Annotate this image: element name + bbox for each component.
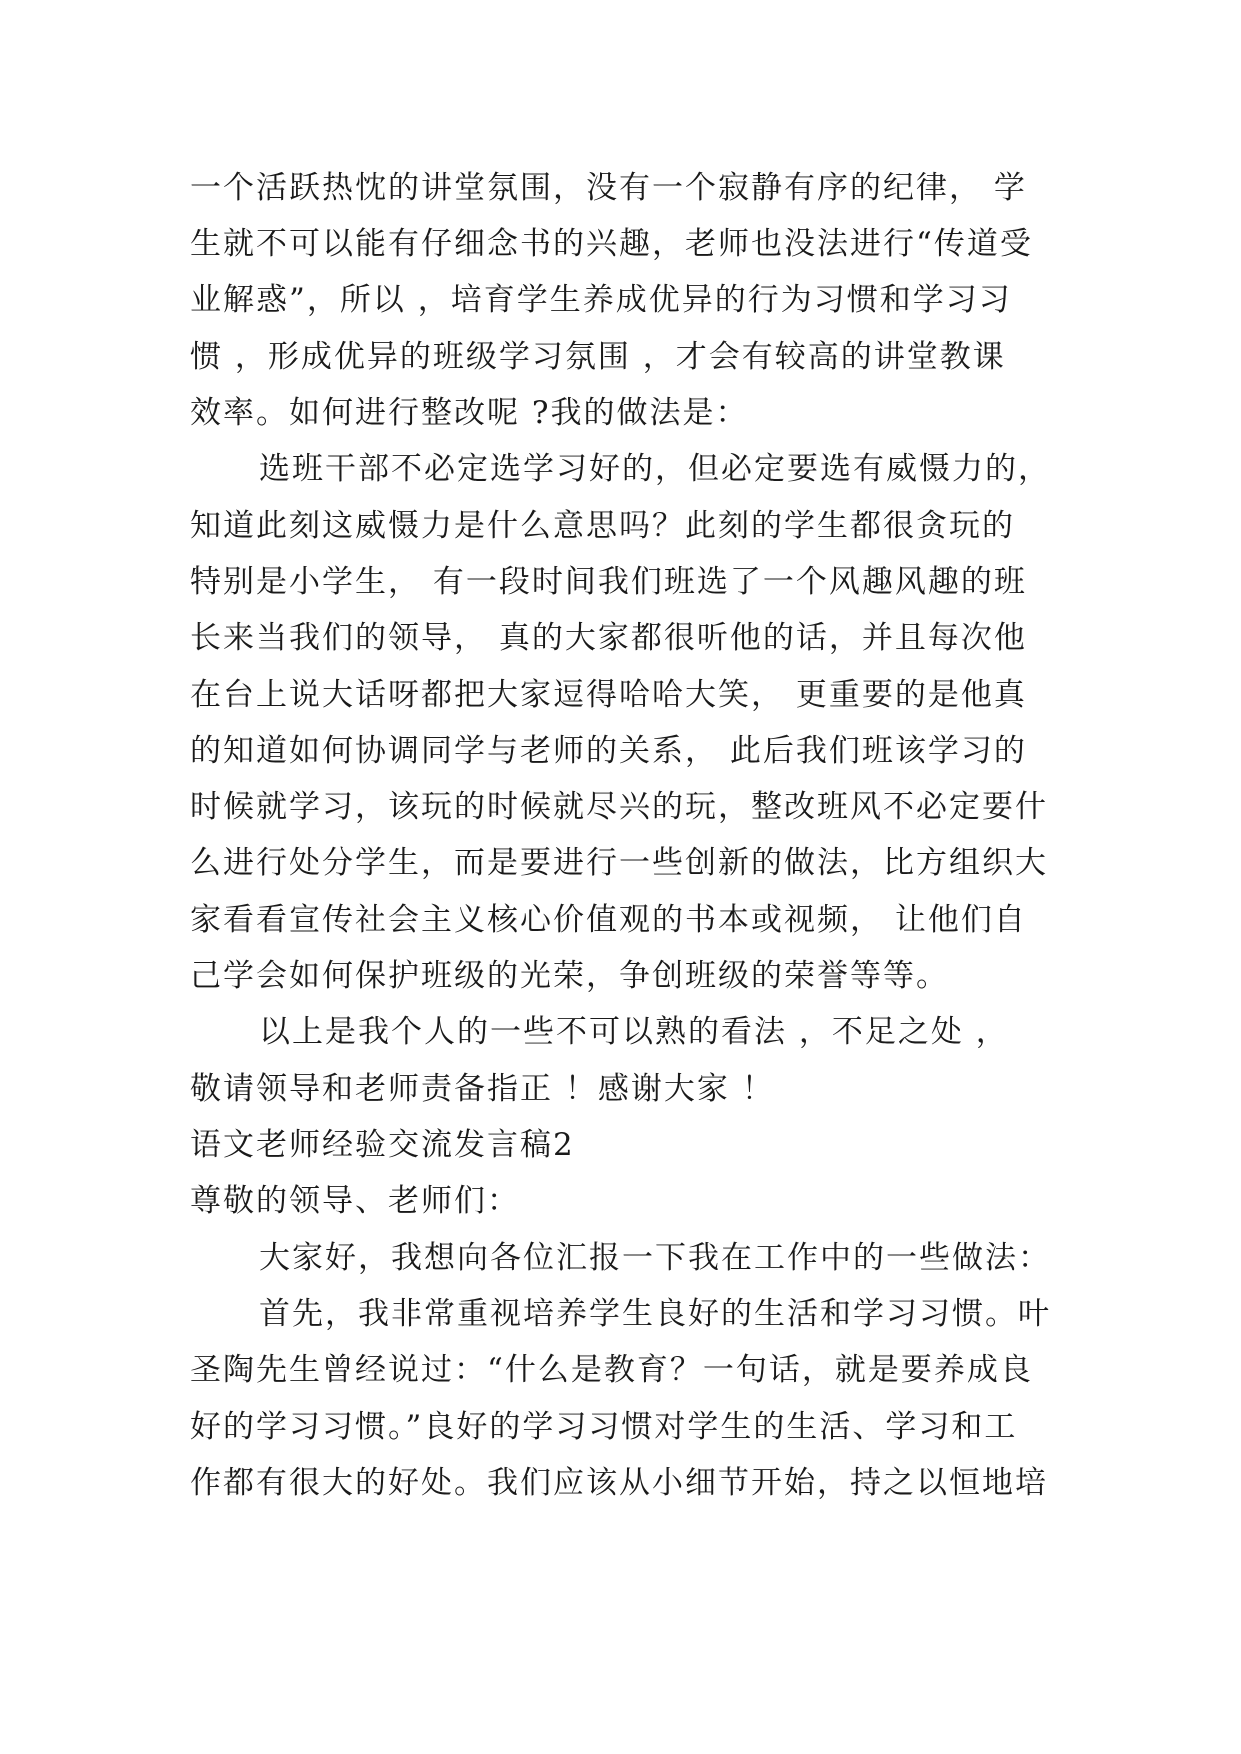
section-title: 语文老师经验交流发言稿2 [190,1127,575,1163]
text-line: 生就不可以能有仔细念书的兴趣，老师也没法进行“传道受 [190,226,1033,262]
salutation: 尊敬的领导、老师们： [190,1183,520,1219]
text-line: 业解惑”，所以 ，培育学生养成优异的行为习惯和学习习 [190,282,1012,318]
text-line: 家看看宣传社会主义核心价值观的书本或视频， 让他们自 [190,902,1027,938]
text-line: 特别是小学生， 有一段时间我们班选了一个风趣风趣的班 [190,564,1027,600]
text-line: 么进行处分学生，而是要进行一些创新的做法，比方组织大 [190,845,1048,881]
text-line: 的知道如何协调同学与老师的关系， 此后我们班该学习的 [190,733,1027,769]
text-line: 惯 ，形成优异的班级学习氛围 ，才会有较高的讲堂教课 [190,339,1006,375]
text-line: 一个活跃热忱的讲堂氛围，没有一个寂静有序的纪律， 学 [190,170,1027,206]
text-line: 敬请领导和老师责备指正 ！感谢大家 ！ [190,1071,775,1107]
text-line: 长来当我们的领导， 真的大家都很听他的话，并且每次他 [190,620,1027,656]
text-line: 效率。如何进行整改呢 ?我的做法是： [190,395,749,431]
paragraph-start-line: 首先，我非常重视培养学生良好的生活和学习习惯。叶 [259,1296,1051,1332]
text-line: 时候就学习，该玩的时候就尽兴的玩，整改班风不必定要什 [190,789,1048,825]
paragraph-start-line: 大家好，我想向各位汇报一下我在工作中的一些做法： [259,1240,1051,1276]
paragraph-start-line: 以上是我个人的一些不可以熟的看法 ，不足之处 ， [259,1014,1009,1050]
text-line: 作都有很大的好处。我们应该从小细节开始，持之以恒地培 [190,1465,1048,1501]
text-line: 知道此刻这威慑力是什么意思吗？此刻的学生都很贪玩的 [190,508,1015,544]
paragraph-start-line: 选班干部不必定选学习好的，但必定要选有威慑力的， [259,451,1051,487]
text-line: 好的学习习惯。”良好的学习习惯对学生的生活、学习和工 [190,1409,1018,1445]
text-line: 圣陶先生曾经说过：“什么是教育？一句话，就是要养成良 [190,1352,1033,1388]
text-line: 己学会如何保护班级的光荣，争创班级的荣誉等等。 [190,958,949,994]
text-line: 在台上说大话呀都把大家逗得哈哈大笑， 更重要的是他真 [190,677,1027,713]
